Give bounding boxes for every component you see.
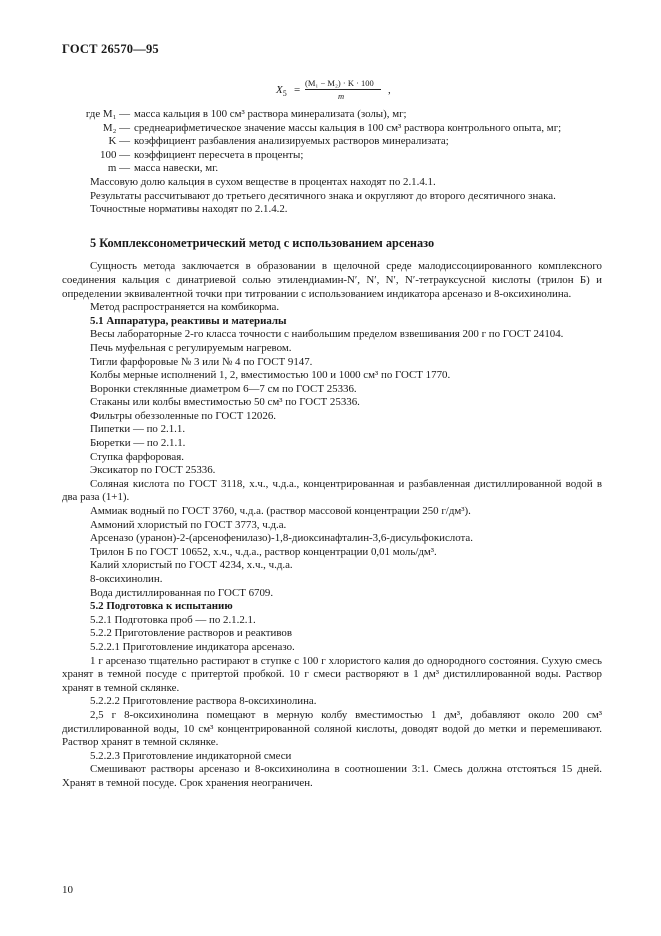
subsection-5-2-title: 5.2 Подготовка к испытанию bbox=[90, 600, 233, 613]
equipment-item: Стаканы или колбы вместимостью 50 см³ по ГОСТ 25336. bbox=[90, 396, 360, 409]
definition-row bbox=[62, 135, 602, 149]
definition-row bbox=[62, 122, 602, 136]
page-number: 10 bbox=[62, 884, 73, 896]
clause-5-2-2-1: 5.2.2.1 Приготовление индикатора арсеназо. bbox=[90, 640, 295, 653]
variable-definitions bbox=[62, 108, 602, 176]
equipment-item: Воронки стеклянные диаметром 6—7 см по ГОСТ 25336. bbox=[90, 382, 357, 395]
equipment-item: Соляная кислота по ГОСТ 3118, х.ч., ч.д.а., концентрированная и разбавленная дистиллированной водой в два раза (1+1). bbox=[62, 477, 602, 504]
section-5-intro: Сущность метода заключается в образовании в щелочной среде малодиссоциированного комплексного соединения кальция с динатриевой солью этилендиамин-N′, N′, N′, N′-тетрауксусной кислоты (трилон Б) и определении эквивалентной точки при титровании с использованием индикатора арсеназо и 8-оксихинолина. bbox=[62, 260, 602, 300]
clause-5-2-2-2-text: 2,5 г 8-оксихинолина помещают в мерную колбу вместимостью 1 дм³, добавляют около 200 см³ дистиллированной воды, 10 см³ концентрированной соляной кислоты, доводят водой до метки и перемешивают. Раствор хранят в темной склянке. bbox=[62, 708, 602, 749]
definition-symbol: M₂ — bbox=[102, 121, 130, 134]
equipment-item: Пипетки — по 2.1.1. bbox=[90, 423, 186, 436]
definition-row bbox=[62, 108, 602, 122]
definition-symbol: где M₁ — bbox=[85, 108, 130, 120]
equipment-item: Аммиак водный по ГОСТ 3760, ч.д.а. (раствор массовой концентрации 250 г/дм³). bbox=[90, 505, 471, 518]
subsection-5-1-title: 5.1 Аппаратура, реактивы и материалы bbox=[90, 314, 287, 327]
definition-text: масса навески, мг. bbox=[134, 162, 219, 175]
paragraph-results: Результаты рассчитывают до третьего десятичного знака и округляют до второго десятичного знака. bbox=[90, 189, 556, 202]
equipment-item: Колбы мерные исполнений 1, 2, вместимостью 100 и 1000 см³ по ГОСТ 1770. bbox=[90, 369, 451, 382]
equipment-item: Калий хлористый по ГОСТ 4234, х.ч., ч.д.а. bbox=[90, 559, 293, 572]
equipment-item: Тигли фарфоровые № 3 или № 4 по ГОСТ 9147. bbox=[90, 355, 313, 368]
clause-5-2-2-3-text: Смешивают растворы арсеназо и 8-оксихинолина в соотношении 3:1. Смесь должна отстояться 15 дней. Хранят в темной посуде. Срок хранения неограничен. bbox=[62, 763, 602, 789]
definition-symbol: 100 — bbox=[100, 148, 130, 161]
definition-text: коэффициент пересчета в проценты; bbox=[134, 148, 304, 161]
clause-5-2-2-1-text: 1 г арсеназо тщательно растирают в ступке с 100 г хлористого калия до однородного состояния. Сухую смесь хранят в темной посуде с притертой пробкой. 10 г смеси растворяют в 1 дм³ дистиллированной воды. Раствор хранят в темной склянке. bbox=[62, 654, 602, 694]
clause-5-2-2-3: 5.2.2.3 Приготовление индикаторной смеси bbox=[90, 749, 292, 762]
formula-denominator: m bbox=[338, 91, 345, 101]
definition-text: масса кальция в 100 см³ раствора минерализата (золы), мг; bbox=[134, 108, 407, 120]
section-5-title: 5 Комплексонометрический метод с использованием арсеназо bbox=[90, 235, 435, 250]
clause-5-2-2-2: 5.2.2.2 Приготовление раствора 8-оксихинолина. bbox=[90, 695, 317, 708]
definition-text: коэффициент разбавления анализируемых растворов минерализата; bbox=[134, 135, 449, 148]
equipment-item: Трилон Б по ГОСТ 10652, х.ч., ч.д.а., раствор концентрации 0,01 моль/дм³. bbox=[90, 545, 437, 558]
equipment-item: Эксикатор по ГОСТ 25336. bbox=[90, 464, 216, 477]
formula-comma: , bbox=[388, 84, 391, 96]
clause-5-2-2: 5.2.2 Приготовление растворов и реактивов bbox=[90, 627, 293, 640]
paragraph-mass: Массовую долю кальция в сухом веществе в процентах находят по 2.1.4.1. bbox=[90, 175, 436, 188]
formula-lhs bbox=[276, 84, 287, 98]
clause-5-2-1: 5.2.1 Подготовка проб — по 2.1.2.1. bbox=[90, 613, 256, 626]
equipment-item: Ступка фарфоровая. bbox=[90, 450, 184, 463]
definition-text: среднеарифметическое значение массы кальция в 100 см³ раствора контрольного опыта, мг; bbox=[134, 121, 562, 134]
equipment-item: Весы лабораторные 2-го класса точности с наибольшим пределом взвешивания 200 г по ГОСТ 24104. bbox=[90, 328, 564, 341]
definition-row bbox=[62, 162, 602, 176]
definition-row bbox=[62, 149, 602, 163]
body-text bbox=[62, 108, 602, 791]
formula-lhs-subscript: 5 bbox=[282, 89, 287, 99]
formula-x5 bbox=[276, 78, 396, 102]
equipment-item: Вода дистиллированная по ГОСТ 6709. bbox=[90, 586, 274, 599]
section-5-scope: Метод распространяется на комбикорма. bbox=[90, 301, 280, 314]
formula-lhs-symbol: X bbox=[276, 84, 283, 96]
equipment-item: Арсеназо (уранон)-2-(арсенофенилазо)-1,8-диоксинафталин-3,6-дисульфокислота. bbox=[90, 532, 473, 545]
formula-equals: = bbox=[294, 84, 301, 96]
equipment-item: Печь муфельная с регулируемым нагревом. bbox=[90, 341, 292, 354]
definition-symbol: K — bbox=[108, 135, 130, 148]
definition-symbol: m — bbox=[107, 162, 130, 175]
equipment-item: 8-оксихинолин. bbox=[90, 573, 163, 585]
formula-numerator: (M₁ − M₂) · K · 100 bbox=[305, 78, 374, 88]
equipment-item: Фильтры обеззоленные по ГОСТ 12026. bbox=[90, 409, 276, 422]
equipment-item: Бюретки — по 2.1.1. bbox=[90, 437, 186, 450]
equipment-item: Аммоний хлористый по ГОСТ 3773, ч.д.а. bbox=[90, 518, 287, 531]
document-header: ГОСТ 26570—95 bbox=[62, 42, 159, 56]
formula-fraction-bar bbox=[305, 89, 381, 90]
paragraph-norms: Точностные нормативы находят по 2.1.4.2. bbox=[90, 203, 288, 216]
